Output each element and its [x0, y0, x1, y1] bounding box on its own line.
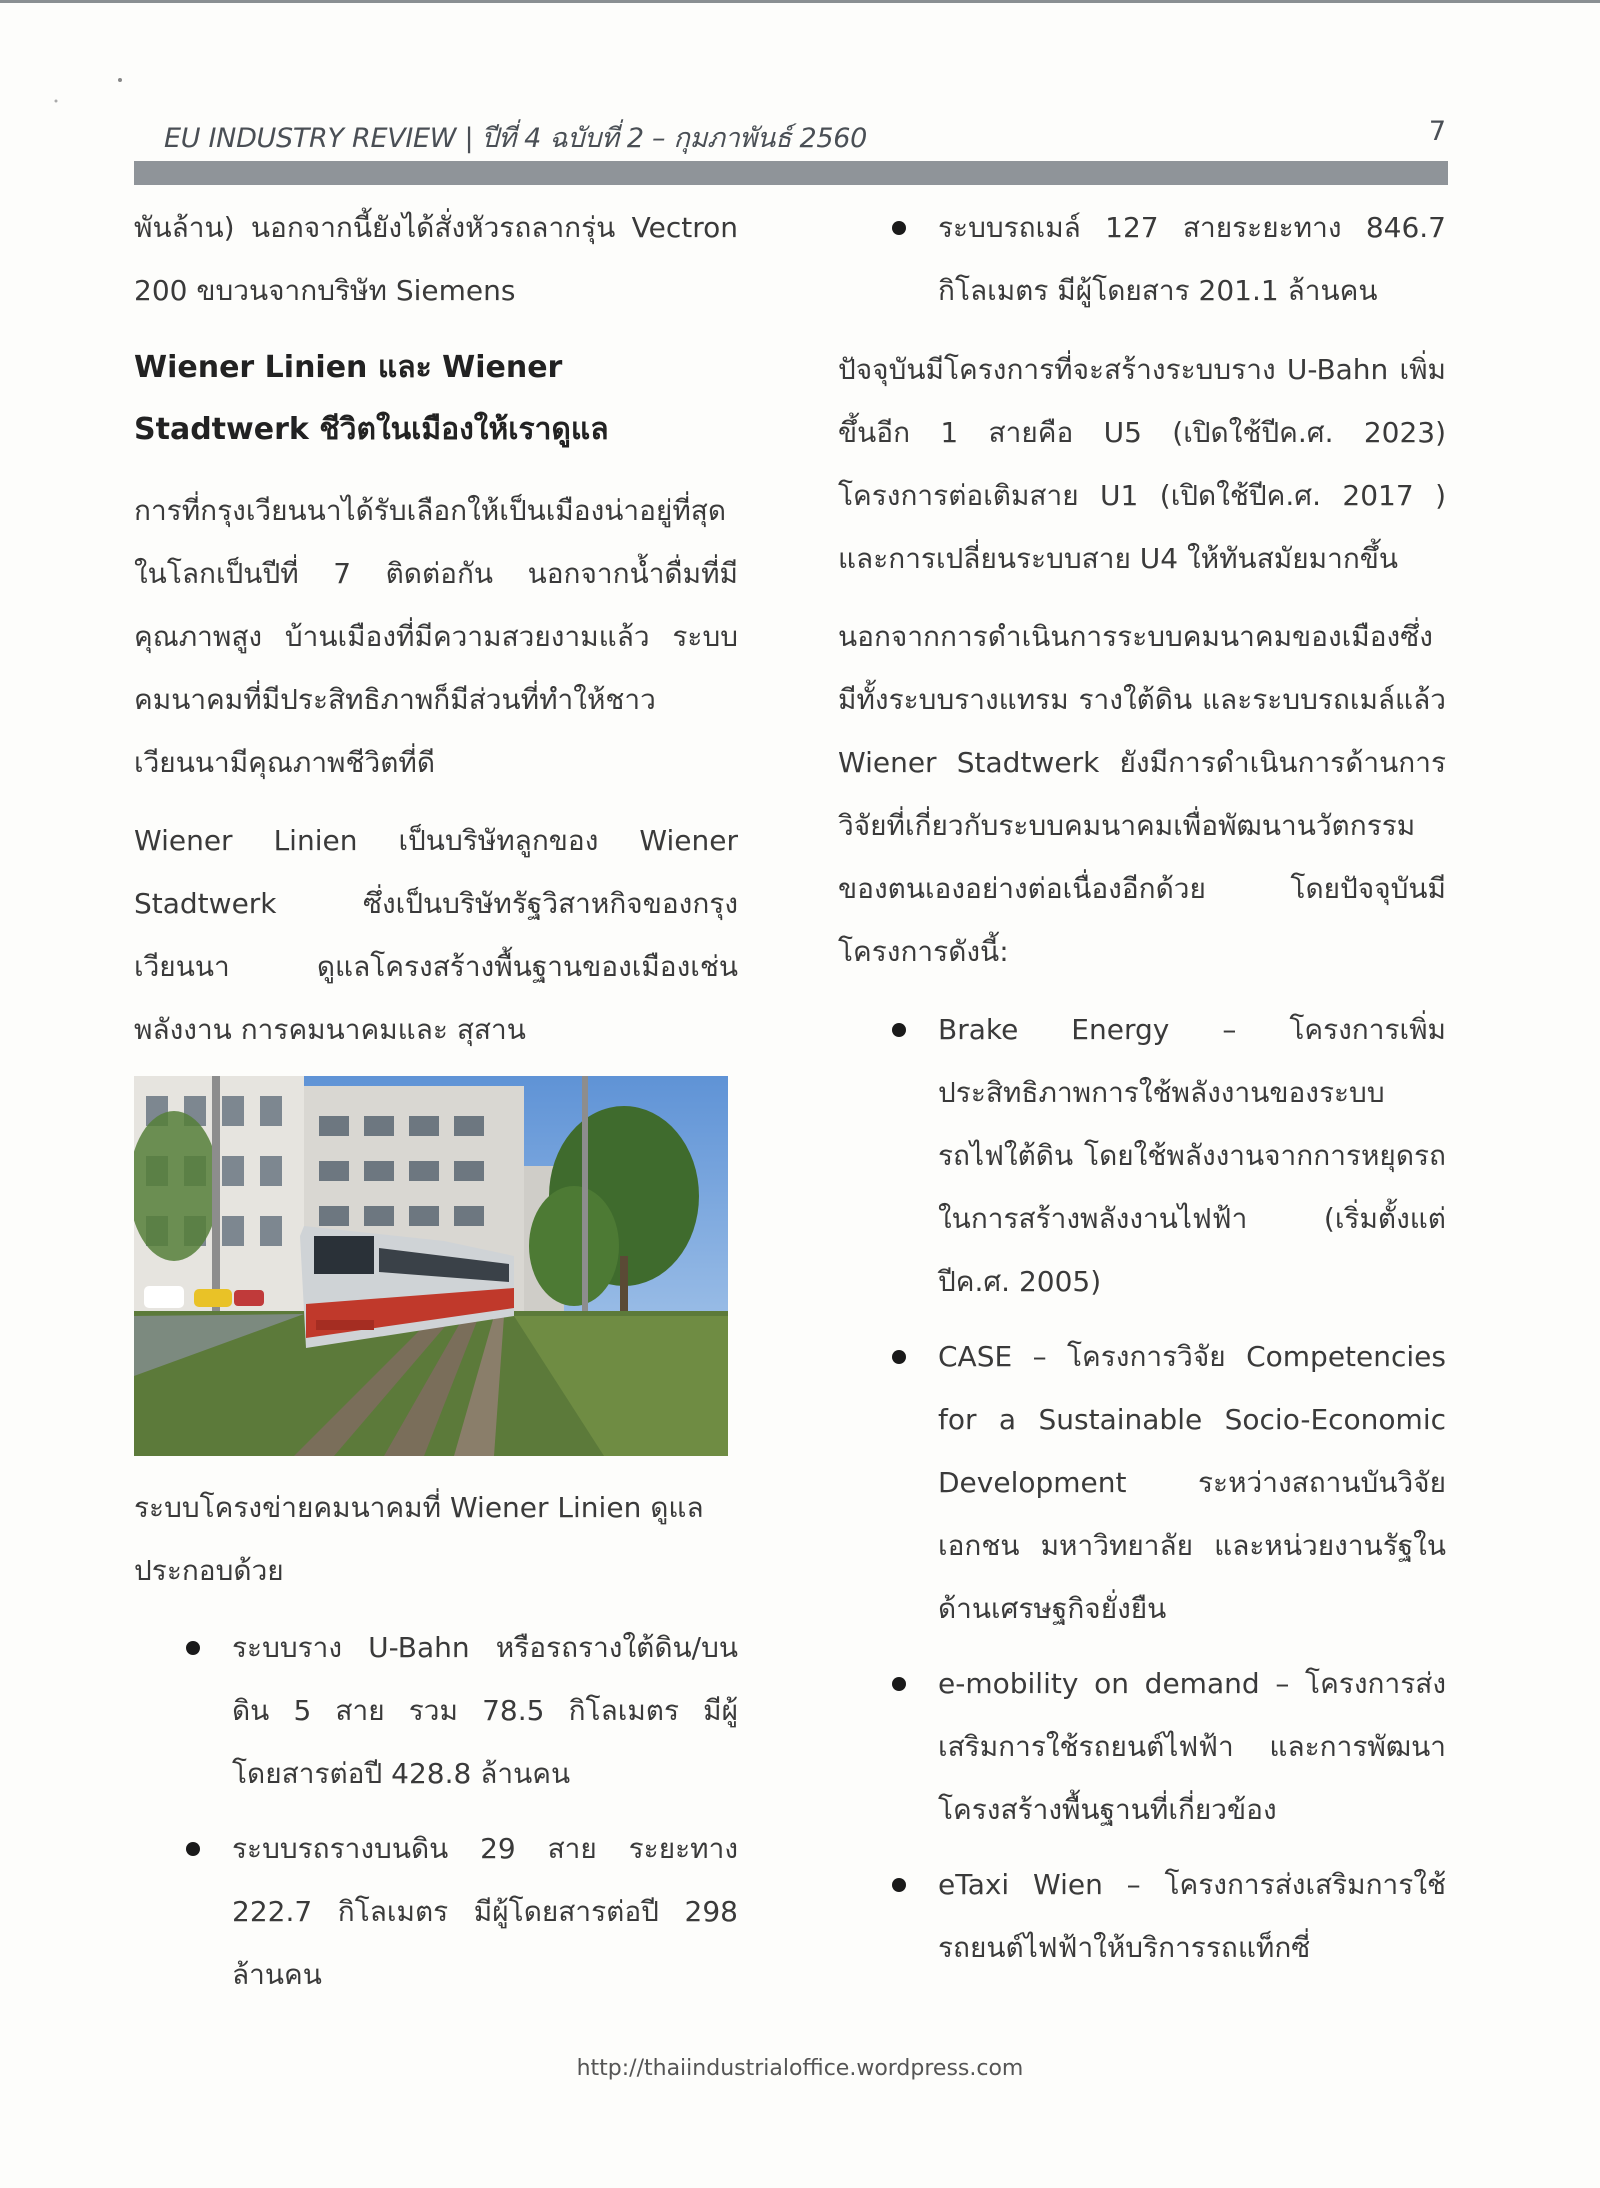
list-item-bus: ระบบรถเมล์ 127 สายระยะทาง 846.7 กิโลเมตร มีผู้โดยสาร 201.1 ล้านคน — [838, 196, 1446, 322]
bus-list — [838, 196, 1446, 322]
list-item-brake-energy: Brake Energy – โครงการเพิ่มประสิทธิภาพการใช้พลังงานของระบบรถไฟใต้ดิน โดยใช้พลังงานจากการหยุดรถในการสร้างพลังงานไฟฟ้า (เริ่มตั้งแต่ปีค.ศ. 2005) — [838, 998, 1446, 1313]
top-edge-line — [0, 0, 1600, 3]
bullet-icon — [892, 1023, 906, 1037]
bullet-icon — [186, 1842, 200, 1856]
footer-url: http://thaiindustrialoffice.wordpress.com — [576, 2056, 1024, 2081]
paragraph-livable-city: การที่กรุงเวียนนาได้รับเลือกให้เป็นเมืองน่าอยู่ที่สุดในโลกเป็นปีที่ 7 ติดต่อกัน นอกจากน้ำดื่มที่มีคุณภาพสูง บ้านเมืองที่มีความสวยงามแล้ว ระบบคมนาคมที่มีประสิทธิภาพก็มีส่วนที่ทำให้ชาวเวียนนามีคุณภาพชีวิตที่ดี — [134, 494, 738, 779]
bullet-icon — [892, 1350, 906, 1364]
network-caption: ระบบโครงข่ายคมนาคมที่ Wiener Linien ดูแลประกอบด้วย — [134, 1491, 704, 1587]
bullet-icon — [186, 1641, 200, 1655]
scan-specks — [0, 0, 200, 120]
list-item-etaxi: eTaxi Wien – โครงการส่งเสริมการใช้รถยนต์ไฟฟ้าให้บริการรถแท็กซี่ — [838, 1853, 1446, 1979]
list-item-emobility: e-mobility on demand – โครงการส่งเสริมการใช้รถยนต์ไฟฟ้า และการพัฒนาโครงสร้างพื้นฐานที่เกี่ยวข้อง — [838, 1652, 1446, 1841]
header-bar — [134, 161, 1448, 185]
left-column — [134, 196, 738, 2022]
project-list — [838, 998, 1446, 1979]
bullet-icon — [892, 1677, 906, 1691]
paragraph-expansion: ปัจจุบันมีโครงการที่จะสร้างระบบราง U-Bahn เพิ่มขึ้นอีก 1 สายคือ U5 (เปิดใช้ปีค.ศ. 2023) โครงการต่อเติมสาย U1 (เปิดใช้ปีค.ศ. 2017 ) และการเปลี่ยนระบบสาย U4 ให้ทันสมัยมากขึ้น — [838, 353, 1446, 575]
right-column — [838, 196, 1446, 1995]
paragraph-wiener-linien: Wiener Linien เป็นบริษัทลูกของ Wiener Stadtwerk ซึ่งเป็นบริษัทรัฐวิสาหกิจของกรุงเวียนนา ดูแลโครงสร้างพื้นฐานของเมืองเช่น พลังงาน การคมนาคมและ สุสาน — [134, 824, 738, 1046]
publication-title: EU INDUSTRY REVIEW | ปีที่ 4 ฉบับที่ 2 – กุมภาพันธ์ 2560 — [164, 123, 868, 154]
tram-photo — [134, 1076, 728, 1456]
network-list — [134, 1616, 738, 2006]
list-item-tram: ระบบรถรางบนดิน 29 สาย ระยะทาง 222.7 กิโลเมตร มีผู้โดยสารต่อปี 298 ล้านคน — [134, 1817, 738, 2006]
section-heading: Wiener Linien และ Wiener Stadtwerk ชีวิตในเมืองให้เราดูแล — [134, 350, 609, 447]
bullet-icon — [892, 1878, 906, 1892]
paragraph-research: นอกจากการดำเนินการระบบคมนาคมของเมืองซึ่งมีทั้งระบบรางแทรม รางใต้ดิน และระบบรถเมล์แล้ว Wiener Stadtwerk ยังมีการดำเนินการด้านการวิจัยที่เกี่ยวกับระบบคมนาคมเพื่อพัฒนานวัตกรรมของตนเองอย่างต่อเนื่องอีกด้วย โดยปัจจุบันมีโครงการดังนี้: — [838, 620, 1446, 968]
page-header — [134, 116, 1452, 156]
list-item-ubahn: ระบบราง U-Bahn หรือรถรางใต้ดิน/บนดิน 5 สาย รวม 78.5 กิโลเมตร มีผู้โดยสารต่อปี 428.8 ล้านคน — [134, 1616, 738, 1805]
bullet-icon — [892, 221, 906, 235]
list-item-case: CASE – โครงการวิจัย Competencies for a Sustainable Socio-Economic Development ระหว่างสถานบันวิจัยเอกชน มหาวิทยาลัย และหน่วยงานรัฐในด้านเศรษฐกิจยั่งยืน — [838, 1325, 1446, 1640]
intro-paragraph: พันล้าน) นอกจากนี้ยังได้สั่งหัวรถลากรุ่น Vectron 200 ขบวนจากบริษัท Siemens — [134, 211, 738, 307]
page-number: 7 — [1428, 116, 1446, 147]
